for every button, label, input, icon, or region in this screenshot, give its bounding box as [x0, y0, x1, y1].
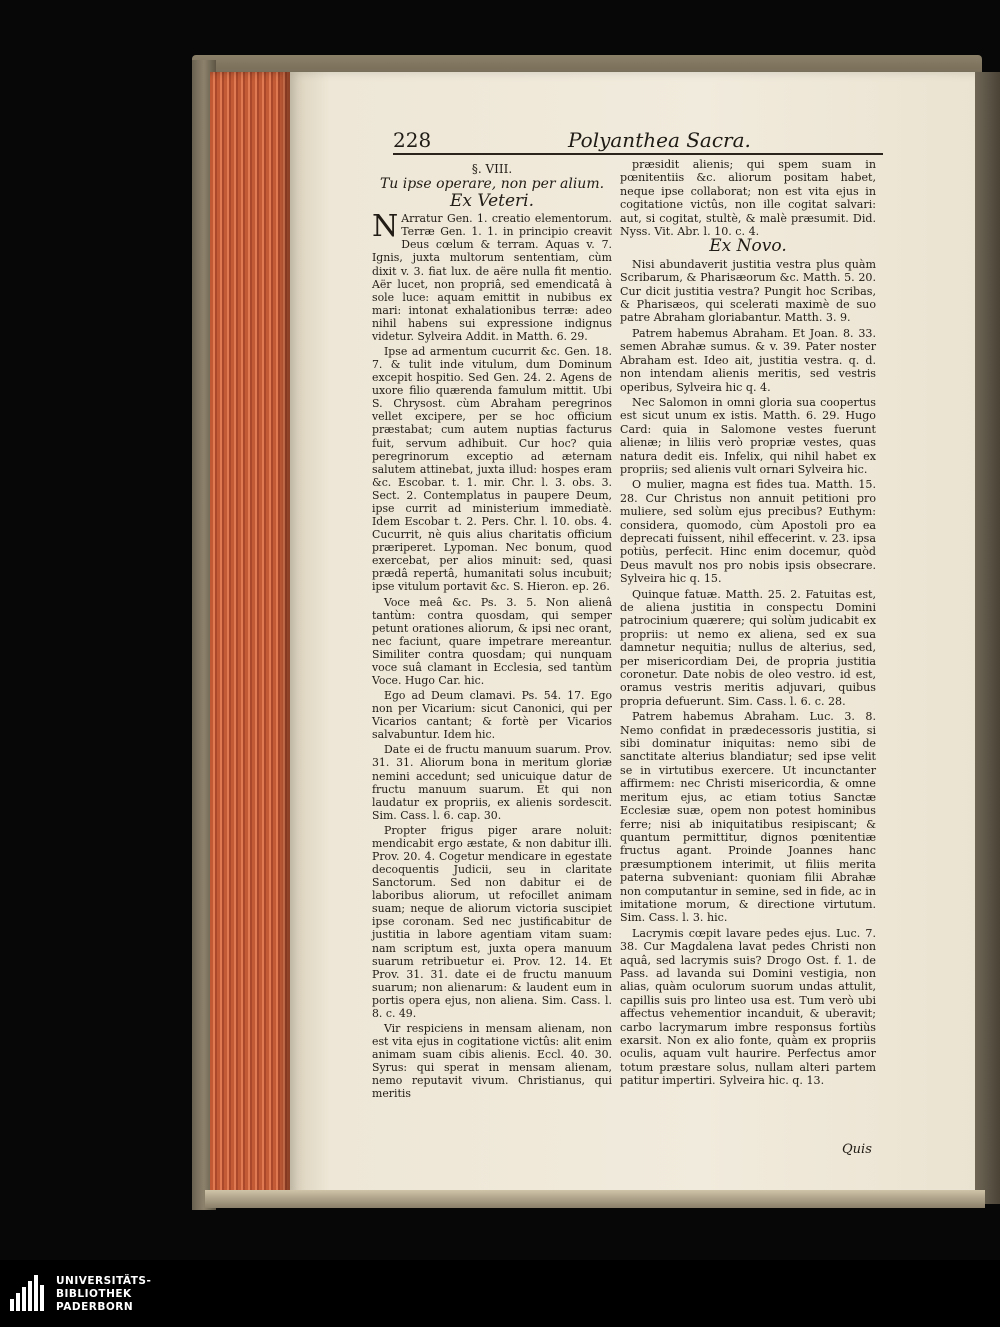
right-column — [620, 158, 876, 1090]
page-number: 228 — [393, 128, 432, 152]
section-heading: Ex Veteri. — [449, 191, 535, 212]
paragraph: Nisi abundaverit justitia vestra plus quàm Scribarum, & Pharisæorum &c. Matth. 5. 20. Cur dicit justitia vestra? Pungit hoc Scribas, & Pharisæos, qui scelerati maximè de suo patre Abraham gloriabantur. Matth. 3. 9. — [620, 257, 876, 325]
paragraph: Propter frigus piger arare noluit: mendicabit ergo æstate, & non dabitur illi. Prov. 20. 4. Cogetur mendicare in egestate decoquentis Judicii, seu in claritate Sanctorum. Sed non dabitur ei de laboribus aliorum, ut refocillet animam suam; neque de aliorum victoria suscipiet ipse coronam. Sed nec justificabitur de justitia in labore agentiam vitam suam: nam scriptum est, juxta opera manuum suarum retribuetur ei. Prov. 12. 14. Et Prov. 31. 31. date ei de fructu manuum suarum; non alienarum: & laudent eum in portis opera ejus, non aliena. Sim. Cass. l. 8. c. 49. — [372, 823, 612, 1020]
paragraph: Patrem habemus Abraham. Et Joan. 8. 33. semen Abrahæ sumus. & v. 39. Pater noster Abraham est. Ideo ait, justitia vestra. q. d. non intendam alienis meritis, sed vestris operibus, Sylveira hic q. 4. — [620, 326, 876, 394]
paragraph: Voce meâ &c. Ps. 3. 5. Non alienâ tantùm: contra quosdam, qui semper petunt orationes aliorum, & ipsi nec orant, nec faciunt, quare impetrare mereantur. Similiter contra quosdam; qui nunquam voce suâ clamant in Ecclesia, sed tantùm Voce. Hugo Car. hic. — [372, 595, 612, 687]
paragraph: Quinque fatuæ. Matth. 25. 2. Fatuitas est, de aliena justitia in conspectu Domini patrocinium quærere; qui solùm judicabit ex propriis: ut nemo ex aliena, sed ex sua damnetur nequitia; nullus de alterius, sed, per misericordiam Dei, de propria justitia coronetur. Date nobis de oleo vestro. id est, oramus vestris meritis adjuvari, quibus propria defuerunt. Sim. Cass. l. 6. c. 28. — [620, 587, 876, 708]
paragraph: Patrem habemus Abraham. Luc. 3. 8. Nemo confidat in prædecessoris justitia, si sibi dominatur iniquitas: nemo sibi de sanctitate alterius blandiatur; sed ipse velit se in virtutibus exercere. Ut incunctanter affirmem: nec Christi misericordia, & omne meritum ejus, ac etiam totius Sanctæ Ecclesiæ suæ, opem non potest hominibus ferre; nisi ab iniquitatibus resipiscant; & quantum permittitur, dignos pœnitentiæ fructus agant. Proinde Joannes hanc præsumptionem interimit, ut filiis merita paterna subveniant: quoniam filii Abrahæ non computantur in semine, sed in fide, ac in imitatione morum, & directione virtutum. Sim. Cass. l. 3. hic. — [620, 710, 876, 925]
paragraph: Vir respiciens in mensam alienam, non est vita ejus in cogitatione victûs: alit enim animam suam cibis alienis. Eccl. 40. 30. Syrus: qui sperat in mensam alienam, nemo reputavit vivum. Christianus, qui meritis — [372, 1022, 612, 1101]
section-number: §. VIII. — [471, 162, 513, 176]
paragraph: O mulier, magna est fides tua. Matth. 15. 28. Cur Christus non annuit petitioni pro muliere, sed solùm ejus precibus? Euthym: considera, quomodo, cùm Apostoli pro ea deprecati fuissent, nihil effecerint. v. 23. ipsa potiùs, perfecit. Hinc enim docemur, quòd Deus mavult nos pro nobis ipsis obsecrare. Sylveira hic q. 15. — [620, 478, 876, 586]
library-name-line2: BIBLIOTHEK — [56, 1288, 132, 1300]
paragraph: præsidit alienis; qui spem suam in pœnitentiis &c. aliorum positam habet, neque ipse collaborat; non est vita ejus in cogitatione victûs, non ille cogitat salvari: aut, si cogitat, stultè, & malè præsumit. Did. Nyss. Vit. Abr. l. 10. c. 4. — [620, 158, 876, 239]
paragraph: Ego ad Deum clamavi. Ps. 54. 17. Ego non per Vicarium: sicut Canonici, qui per Vicarios cantant; & fortè per Vicarios salvabuntur. Idem hic. — [372, 689, 612, 742]
paragraph: N Arratur Gen. 1. creatio elementorum. Terræ Gen. 1. 1. in principio creavit Deus cœlum & terram. Aquas v. 7. Ignis, juxta multorum sententiam, cùm dixit v. 3. fiat lux. de aëre nulla fit mentio. Aër lucet, non propriâ, sed emendicatâ à sole luce: aquam emittit in nubibus ex mari: intonat exhalationibus terræ: adeo nihil habens sui expressione indignus videtur. Sylveira Addit. in Matth. 6. 29. — [372, 209, 612, 343]
paragraph: Ipse ad armentum cucurrit &c. Gen. 18. 7. & tulit inde vitulum, dum Dominum excepit hospitio. Sed Gen. 24. 2. Agens de uxore filio quærenda famulum mittit. Ubi S. Chrysost. cùm Abraham peregrinos vellet excipere, per se hoc officium præstabat; cum autem nuptias facturus fuit, servum adhibuit. Cur hoc? quia peregrinorum exceptio ad æternam salutem attinebat, juxta illud: hospes eram &c. Escobar. t. 1. mir. Chr. l. 3. obs. 3. Sect. 2. Contemplatus in paupere Deum, ipse currit ad ministerium immediatè. Idem Escobar t. 2. Pers. Chr. l. 10. obs. 4. Cucurrit, nè quis alius charitatis officium præriperet. Lypoman. Nec bonum, quod exercebat, per alios minuit: sed, quasi prædâ repertâ, humanitati solus incubuit; ipse vitulum portavit &c. S. Hieron. ep. 26. — [372, 345, 612, 594]
header-rule — [393, 153, 883, 155]
facing-page-edge — [975, 72, 1000, 1204]
paragraph: Nec Salomon in omni gloria sua coopertus est sicut unum ex istis. Matth. 6. 29. Hugo Card: quia in Salomone vestes fuerunt alienæ; in liliis verò propriæ vestes, quas natura dedit eis. Infelix, qui nihil habet ex propriis; sed alienis vult ornari Sylveira hic. — [620, 395, 876, 476]
running-title: Polyanthea Sacra. — [568, 128, 751, 152]
page-edges — [210, 72, 290, 1200]
footer-bar — [0, 1260, 1000, 1327]
section-heading: Ex Novo. — [709, 236, 787, 257]
left-column — [372, 163, 612, 1102]
library-logo-icon — [8, 1273, 48, 1313]
paragraph: Date ei de fructu manuum suarum. Prov. 31. 31. Aliorum bona in meritum gloriæ nemini accedunt; sed unicuique datur de fructu manuum suarum. Et qui non laudatur ex propriis, ex alienis sordescit. Sim. Cass. l. 6. cap. 30. — [372, 743, 612, 822]
page-header — [393, 126, 873, 156]
section-title: Tu ipse operare, non per alium. — [379, 176, 605, 193]
drop-cap: N — [372, 209, 399, 245]
catchword: Quis — [842, 1142, 872, 1157]
book-bottom-edge — [205, 1190, 985, 1208]
library-name-line3: PADERBORN — [56, 1301, 134, 1313]
library-name-line1: UNIVERSITÄTS- — [56, 1275, 152, 1287]
paragraph: Lacrymis cœpit lavare pedes ejus. Luc. 7. 38. Cur Magdalena lavat pedes Christi non aquâ, sed lacrymis suis? Drogo Ost. f. 1. de Pass. ad lavanda sui Domini vestigia, non alias, quàm oculorum suorum undas attulit, capillis suis pro linteo usa est. Tum verò ubi affectus vehementior incanduit, & uberavit; carbo lacrymarum imbre responsus fortiùs exarsit. Non ex alio fonte, quàm ex propriis oculis, aquam vult haurire. Perfectus amor totum præstare solus, nullam alteri partem patitur impertiri. Sylveira hic. q. 13. — [620, 926, 876, 1088]
